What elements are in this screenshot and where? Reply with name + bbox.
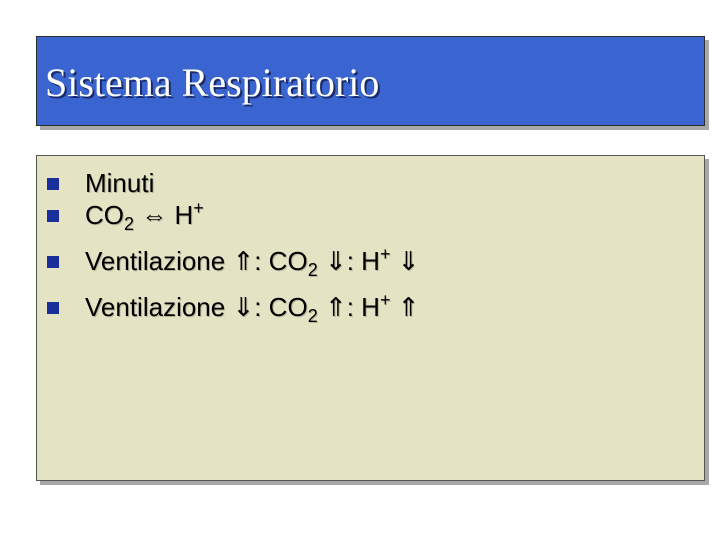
square-bullet-icon [47, 210, 59, 222]
bullet-text-segment: ⇓: H [317, 246, 380, 276]
subscript: 2 [124, 214, 135, 234]
bullet-text-segment: Minuti [85, 168, 155, 198]
bullet-text [85, 244, 420, 280]
bullet-text-segment: ⇑: H [317, 292, 380, 322]
bullet-text [85, 198, 204, 234]
bullet-text-segment: ⇔ H [134, 200, 194, 230]
superscript: + [379, 244, 391, 264]
bullet-text-segment: Ventilazione ⇑: CO [85, 246, 308, 276]
bullet-text-segment: ⇓ [390, 246, 420, 276]
title-box [36, 36, 705, 126]
subscript: 2 [307, 306, 318, 326]
subscript: 2 [307, 260, 318, 280]
bullet-text-segment: ⇑ [390, 292, 420, 322]
bullet-text [85, 290, 420, 326]
square-bullet-icon [47, 256, 59, 268]
bullet-text-segment: CO [85, 200, 124, 230]
content-box [36, 155, 705, 481]
superscript: + [379, 290, 391, 310]
square-bullet-icon [47, 302, 59, 314]
square-bullet-icon [47, 178, 59, 190]
bullet-text [85, 168, 154, 198]
slide-title: Sistema Respiratorio [45, 60, 380, 105]
superscript: + [193, 198, 204, 218]
bullet-text-segment: Ventilazione ⇓: CO [85, 292, 308, 322]
